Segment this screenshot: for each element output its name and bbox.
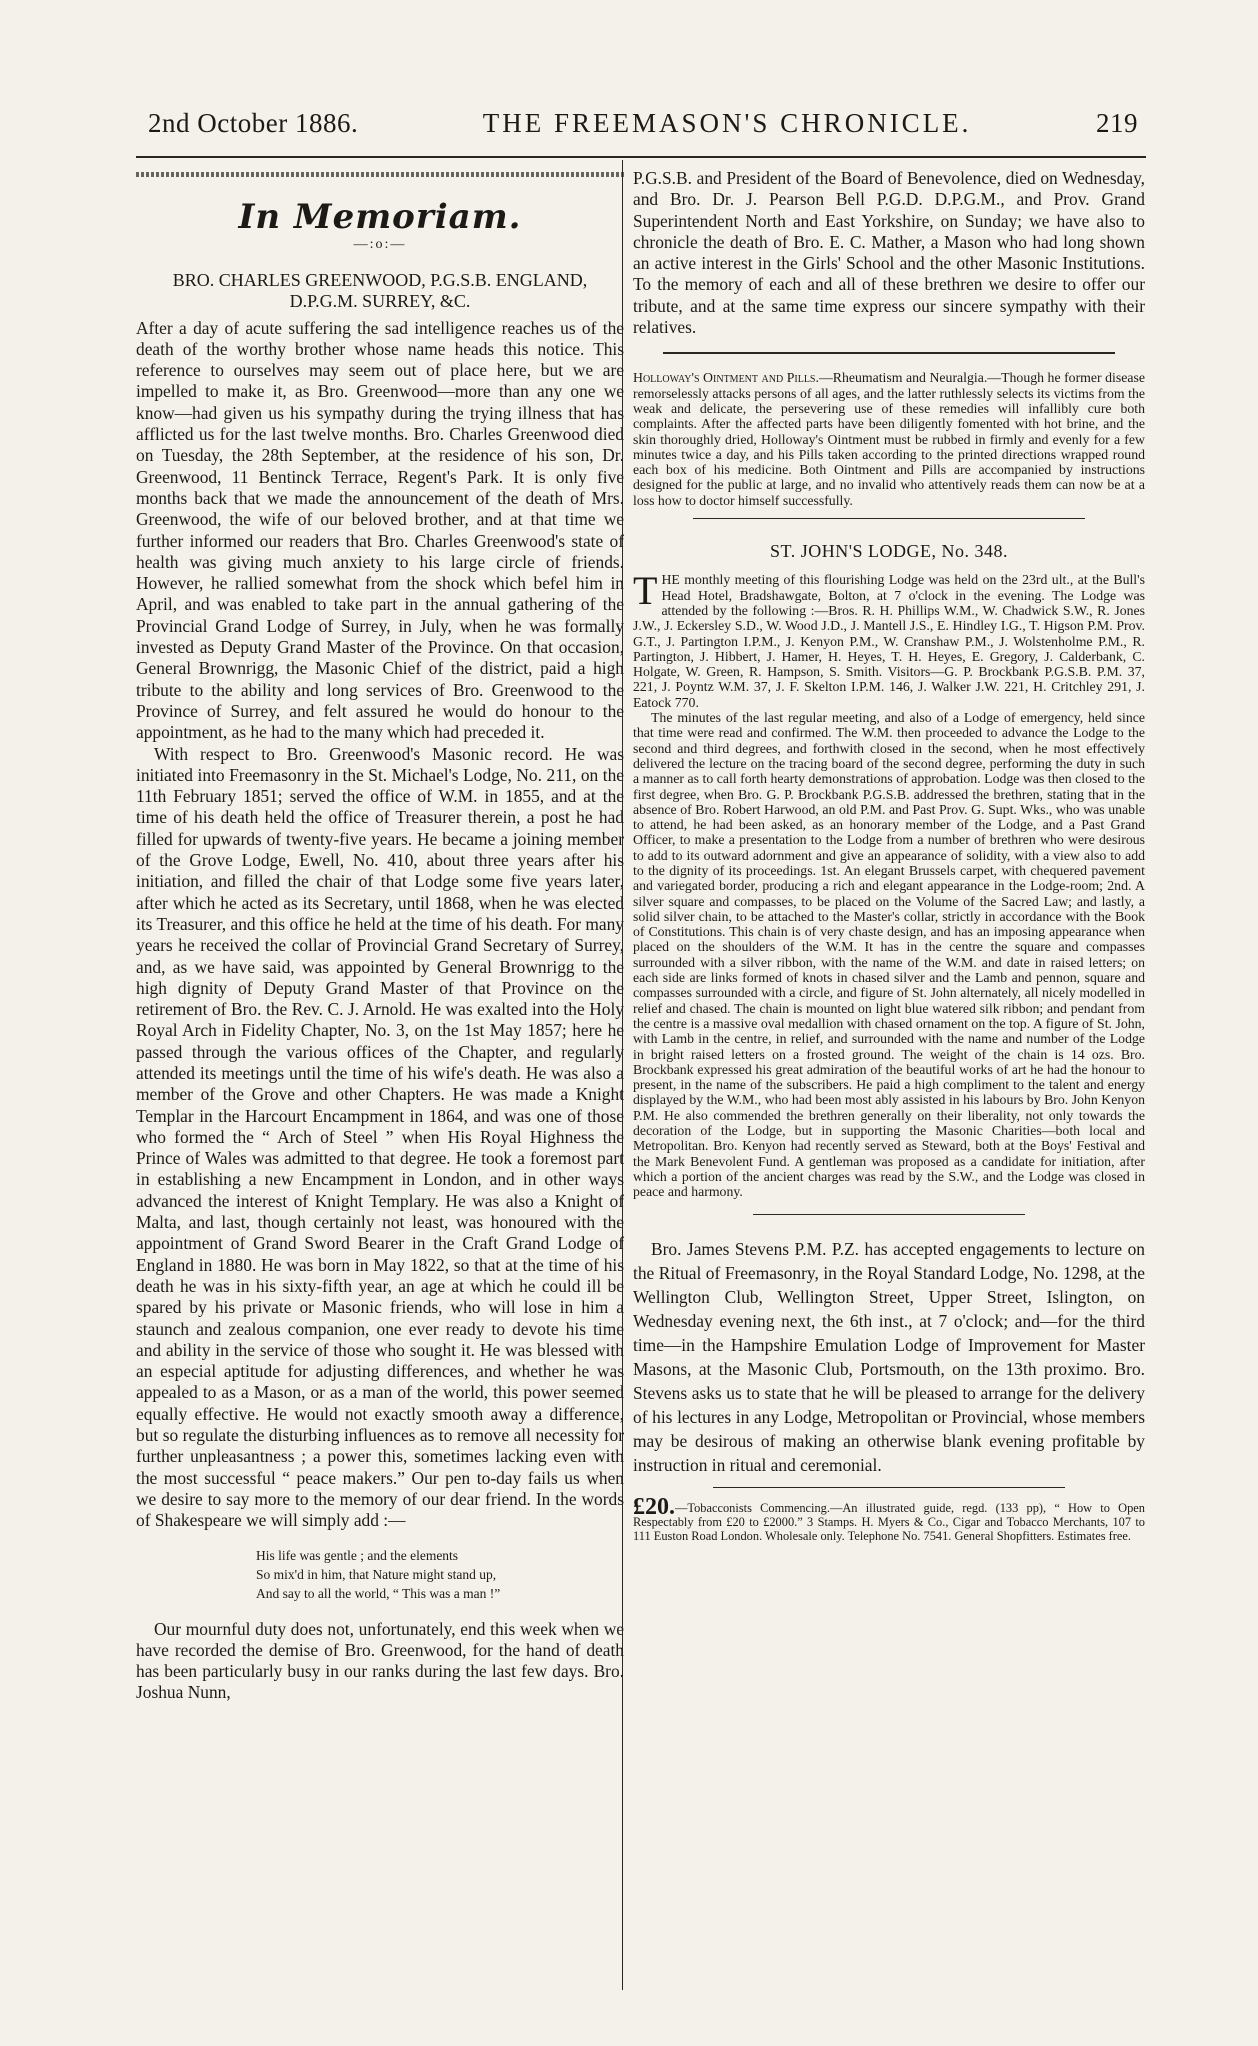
lodge-attendance-text: HE monthly meeting of this flourishing Lodge was held on the 23rd ult., at the Bull's Head Hotel, Bradshawgate, Bolton, at 7 o'clock in the evening. The Lodge was attended by the following :—Bros. R. H. Phillips W.M., W. Chadwick S.W., R. Jones J.W., J. Eckersley S.D., W. Wood J.D., J. Mantell J.S., E. Hindley I.G., T. Higson P.M. Prov. G.T., J. Partington I.P.M., J. Kenyon P.M., W. Cranshaw P.M., J. Wolstenholme P.M., R. Partington, J. Hibbert, J. Hamer, H. Heyes, T. H. Heyes, E. Gregory, J. Calderbank, C. Holgate, W. Green, R. Hampson, S. Smith. Visitors—G. P. Brockbank P.G.S.B. P.M. 37, 221, J. Poyntz W.M. 37, J. F. Skelton I.P.M. 146, J. Walker J.W. 221, H. Critchley 291, J. Eatock 770. [633,572,1145,710]
separator-rule [753,1214,1025,1215]
holloway-advert [633,370,1145,508]
stevens-notice: Bro. James Stevens P.M. P.Z. has accepted engagements to lecture on the Ritual of Freemasonry, in the Royal Standard Lodge, No. 1298, at the Wellington Club, Wellington Street, Upper Street, Islington, on Wednesday evening next, the 6th inst., at 7 o'clock; and—for the third time—in the Hampshire Emulation Lodge of Improvement for Master Masons, at the Masonic Club, Portsmouth, on the 13th proximo. Bro. Stevens asks us to state that he will be pleased to arrange for the delivery of his lectures in any Lodge, Metropolitan or Provincial, whose members may be desirous of making an otherwise blank evening profitable by instruction in ritual and ceremonial. [633,1238,1145,1475]
separator-rule [693,518,1085,519]
holloway-advert-lead: Holloway's Ointment and Pills. [633,370,819,386]
publication-title: THE FREEMASON'S CHRONICLE. [482,108,972,138]
right-column [633,168,1145,1543]
verse-line: So mix'd in him, that Nature might stand up, [256,1566,497,1582]
obituary-heading-line1: BRO. CHARLES GREENWOOD, P.G.S.B. ENGLAND, [172,269,588,290]
obituary-heading-line2: D.P.G.M. SURREY, &C. [289,290,471,311]
verse-line: His life was gentle ; and the elements [256,1547,459,1563]
obituary-closing: Our mournful duty does not, unfortunately, end this week when we have recorded the demise of Bro. Greenwood, for the hand of death has been particularly busy in our ranks during the last few days. Bro. Joshua Nunn, [136,1618,624,1703]
issue-date: 2nd October 1886. [148,108,359,138]
lodge-heading: ST. JOHN'S LODGE, No. 348. [770,541,1008,562]
header-rule [136,156,1146,158]
shakespeare-verse [256,1546,624,1603]
lodge-report: The minutes of the last regular meeting, and also of a Lodge of emergency, held since that time were read and confirmed. The W.M. then proceeded to advance the Lodge to the second and third degrees, and forthwith closed in the second, when he most effectively delivered the lecture on the tracing board of the second degree, performing the duty in such a manner as to call forth hearty demonstrations of approbation. Lodge was then closed to the first degree, when Bro. G. P. Brockbank P.G.S.B. addressed the brethren, stating that in the absence of Bro. Robert Harwood, an old P.M. and Past Prov. G. Supt. Wks., who was unable to attend, he had been asked, as an honorary member of the Lodge, and a Past Grand Officer, to make a presentation to the Lodge from a number of brethren who were desirous to add to its outward adornment and give an appearance of solidity, with a view also to add to the dignity of its proceedings. 1st. An elegant Brussels carpet, with chequered pavement and variegated border, producing a rich and elegant appearance in the Lodge-room; 2nd. A silver square and compasses, to be placed on the Volume of the Sacred Law; and lastly, a solid silver chain, to be attached to the Master's collar, strictly in accordance with the Book of Constitutions. This chain is of very chaste design, and has an imposing appearance when placed on the shoulders of the W.M. It has in the centre the square and compasses surrounded with a silver ribbon, with the name of the W.M. and date in raised letters; on each side are links formed of knots in chased silver and the Lamb and pennon, square and compasses surrounded with a circle, and figure of St. John alternately, all nicely modelled in relief and chased. The chain is mounted on light blue watered silk ribbon; and pendant from the centre is a massive oval medallion with chased ornament on the top. A figure of St. John, with Lamb in the centre, in relief, and surrounded with the name and number of the Lodge in bright raised letters on a frosted ground. The weight of the chain is 14 ozs. Bro. Brockbank expressed his great admiration of the beautiful works of art he had the honour to present, in the name of the subscribers. He paid a high compliment to the talent and energy displayed by the W.M., who had been most ably assisted in his labours by Bro. John Kenyon P.M. He also commended the brethren generally on their liberality, not only towards the decoration of the Lodge, but in supporting the Masonic Charities—both local and Metropolitan. Bro. Kenyon had recently served as Steward, both at the Boys' Festival and the Mark Benevolent Fund. A gentleman was proposed as a candidate for initiation, after which a portion of the ancient charges was read by the S.W., and the Lodge was closed in peace and harmony. [633,710,1145,1200]
lodge-attendance [633,568,1145,710]
separator-rule [713,1487,1065,1488]
obituary-paragraph: After a day of acute suffering the sad intelligence reaches us of the death of the worthy brother whose name heads this notice. This reference to ourselves may seem out of place here, but we are impelled to make it, as Bro. Greenwood—more than any one we know—had given us his sympathy during the trying illness that has afflicted us for the last twelve months. Bro. Charles Greenwood died on Tuesday, the 28th September, at the residence of his son, Dr. Greenwood, 11 Bentinck Terrace, Regent's Park. It is only five months back that we made the announcement of the death of Mrs. Greenwood, the wife of our beloved brother, and at that time we further informed our readers that Bro. Charles Greenwood's state of health was giving much anxiety to his large circle of friends. However, he rallied somewhat from the shock which befel him in April, and was enabled to take part in the annual gathering of the Provincial Grand Lodge of Surrey, in July, when he was formally invested as Deputy Grand Master of the Province. On that occasion, General Brownrigg, the Masonic Chief of the district, paid a high tribute to the ability and long services of Bro. Greenwood to the Province of Surrey, and felt assured he would do honour to the appointment, as he had to the many which had preceded it. [136,317,624,743]
separator-rule [663,352,1115,354]
obituary-continuation: P.G.S.B. and President of the Board of Benevolence, died on Wednesday, and Bro. Dr. J. Pearson Bell P.G.D. D.P.G.M., and Prov. Grand Superintendent North and East Yorkshire, on Sunday; we have also to chronicle the death of Bro. E. C. Mather, a Mason who had long shown an active interest in the Girls' School and the other Masonic Institutions. To the memory of each and all of these brethren we desire to offer our tribute, and at the same time express our sincere sympathy with their relatives. [633,168,1145,338]
obituary-heading [136,270,624,312]
obituary-paragraph: With respect to Bro. Greenwood's Masonic record. He was initiated into Freemasonry in the St. Michael's Lodge, No. 211, on the 11th February 1851; served the office of W.M. in 1855, and at the time of his death held the office of Treasurer therein, a post he had filled for upwards of twenty-five years. He became a joining member of the Grove Lodge, Ewell, No. 410, about three years after his initiation, and filled the chair of that Lodge some five years later, after which he acted as its Secretary, until 1868, when he was elected its Treasurer, and this office he held at the time of his death. For many years he received the collar of Provincial Grand Secretary of Surrey, and, as we have said, was appointed by General Brownrigg to the high dignity of Deputy Grand Master of that Province on the retirement of Bro. the Rev. C. J. Arnold. He was exalted into the Holy Royal Arch in Fidelity Chapter, No. 3, on the 1st May 1857; here he passed through the various offices of the Chapter, and regularly attended its meetings until the time of his wife's death. He was also a member of the Grove and other Chapters. He was made a Knight Templar in the Harcourt Encampment in 1864, and was one of those who formed the “ Arch of Steel ” when His Royal Highness the Prince of Wales was admitted to that degree. He took a foremost part in establishing a new Encampment in London, and in other ways advanced the interest of Knight Templary. He was also a Knight of Malta, and last, though certainly not least, was honoured with the appointment of Grand Sword Bearer in the Craft Grand Lodge of England in 1880. He was born in May 1822, so that at the time of his death he was in his sixty-fifth year, an age at which he could ill be spared by his private or Masonic friends, who will lose in him a staunch and zealous companion, one ever ready to devote his time and ability in the service of those who sought it. He was blessed with an especial aptitude for adjusting differences, and whether he was appealed to as a Mason, or as a man of the world, this power seemed equally effective. He would not exactly smooth away a difference, but so regulate the disturbing influences as to remove all necessity for further unpleasantness ; a power this, sometimes lacking even with the most successful “ peace makers.” Our pen to-day fails us when we desire to say more to the memory of our dear friend. In the words of Shakespeare we will simply add :— [136,743,624,1531]
decorative-rule [136,172,624,177]
verse-line: And say to all the world, “ This was a man !” [256,1585,501,1601]
tobacco-advert [633,1493,1145,1543]
holloway-advert-text: —Rheumatism and Neuralgia.—Though he former disease remorselessly attacks persons of all ages, and the latter ruthlessly selects its victims from the weak and delicate, the persevering use of these remedies will infallibly cure both complaints. After the affected parts have been diligently fomented with hot brine, and the skin thoroughly dried, Holloway's Ointment must be rubbed in firmly and evenly for a few minutes twice a day, and his Pills taken according to the printed directions wrapped round each box of his medicine. Both Ointment and Pills are accompanied by instructions designed for the public at large, and no invalid who attentively reads them can now be at a loss how to doctor himself successfully. [633,370,1145,508]
memoriam-title: In Memoriam. [238,197,522,237]
drop-cap: T [633,568,658,614]
left-column [136,168,624,1704]
tobacco-advert-price: £20. [633,1493,675,1520]
ornament: —:o:— [353,237,407,253]
tobacco-advert-text: —Tobacconists Commencing.—An illustrated guide, regd. (133 pp), “ How to Open Respectably from £20 to £2000.” 3 Stamps. H. Myers & Co., Cigar and Tobacco Merchants, 107 to 111 Euston Road London. Wholesale only. Telephone No. 7541. General Shopfitters. Estimates free. [633,1500,1145,1543]
page-number: 219 [1096,108,1138,138]
masthead [148,108,1138,152]
